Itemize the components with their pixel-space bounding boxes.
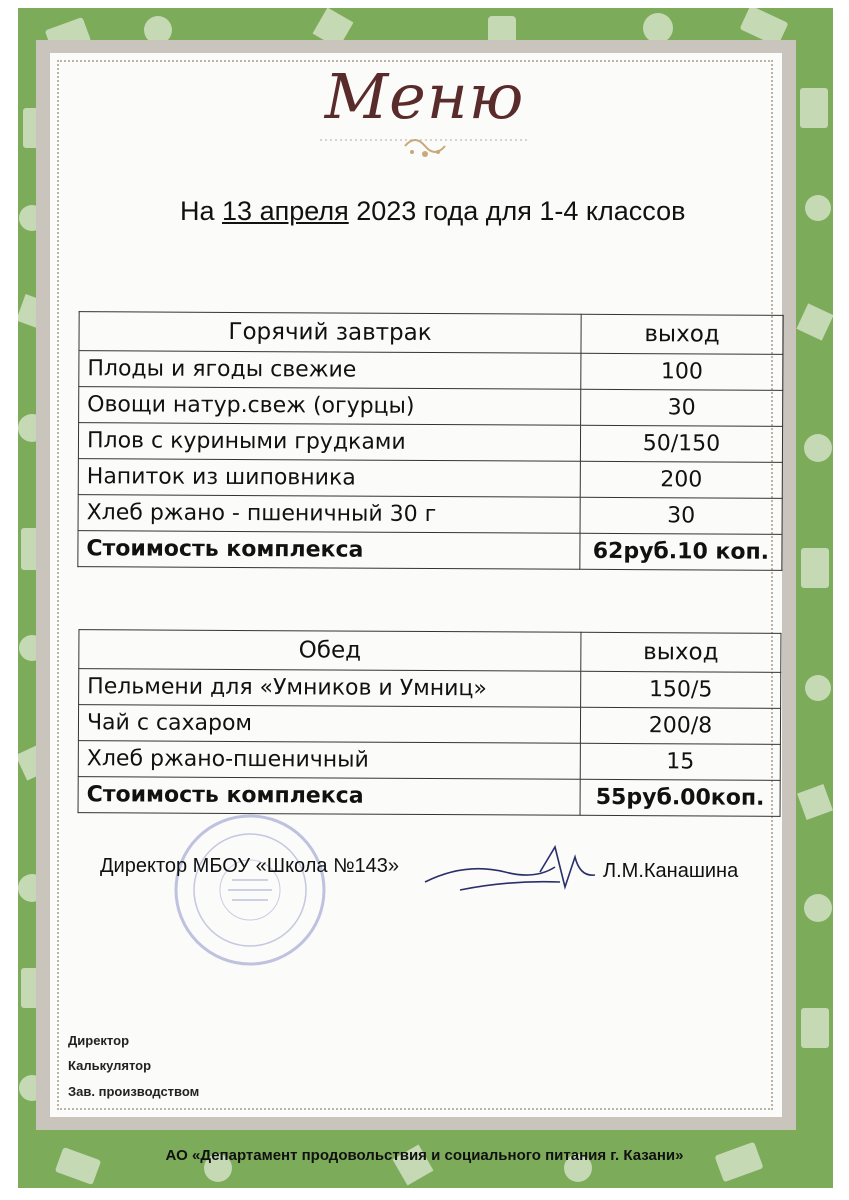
date-line [180, 196, 685, 227]
lunch-table [78, 629, 782, 817]
dish-qty: 200 [580, 461, 782, 498]
table-row [78, 495, 782, 535]
date-prefix: На [180, 196, 215, 226]
date-value: 13 апреля [222, 196, 349, 226]
dish-qty: 50/150 [580, 425, 782, 462]
dish-qty: 30 [581, 389, 783, 426]
table-row [78, 741, 780, 781]
dish-name: Плоды и ягоды свежие [79, 351, 581, 390]
signer-calculator: Калькулятор [68, 1058, 152, 1073]
dish-name: Чай с сахаром [78, 705, 580, 744]
breakfast-header: Горячий завтрак [79, 312, 581, 354]
total-label: Стоимость комплекса [78, 531, 580, 570]
ornament-icon [320, 128, 530, 164]
table-header-row [79, 312, 783, 355]
dish-name: Овощи натур.свеж (огурцы) [79, 387, 581, 426]
table-row [79, 669, 781, 709]
table-row [79, 387, 783, 427]
dish-name: Хлеб ржано-пшеничный [78, 741, 580, 780]
yield-header: выход [581, 314, 783, 354]
date-suffix: 2023 года для 1-4 классов [356, 196, 686, 226]
dish-qty: 30 [580, 497, 782, 534]
dish-qty: 100 [581, 353, 783, 390]
menu-title: Меню [324, 60, 525, 133]
table-row [78, 423, 782, 463]
signature-icon [420, 842, 600, 902]
signer-production-head: Зав. производством [68, 1084, 200, 1099]
director-position: Директор МБОУ «Школа №143» [100, 855, 400, 877]
dish-qty: 150/5 [581, 671, 781, 708]
total-label: Стоимость комплекса [78, 777, 580, 816]
breakfast-table [77, 311, 783, 571]
table-header-row [79, 630, 781, 673]
table-row [78, 459, 782, 499]
table-row [78, 705, 780, 745]
yield-header: выход [581, 632, 781, 672]
director-name: Л.М.Канашина [603, 860, 739, 882]
lunch-header: Обед [79, 630, 581, 672]
total-value: 62руб.10 коп. [580, 533, 782, 570]
dish-qty: 15 [580, 743, 780, 780]
signer-director: Директор [68, 1033, 130, 1048]
footer-organization: АО «Департамент продовольствия и социального питания г. Казани» [165, 1147, 684, 1164]
table-row [79, 351, 783, 391]
total-row [78, 531, 782, 571]
dish-name: Напиток из шиповника [78, 459, 580, 498]
stamp-icon [170, 810, 330, 970]
dish-name: Хлеб ржано - пшеничный 30 г [78, 495, 580, 534]
dish-name: Плов с куриными грудками [78, 423, 580, 462]
dish-qty: 200/8 [580, 707, 780, 744]
total-value: 55руб.00коп. [580, 779, 780, 816]
dish-name: Пельмени для «Умников и Умниц» [79, 669, 581, 708]
